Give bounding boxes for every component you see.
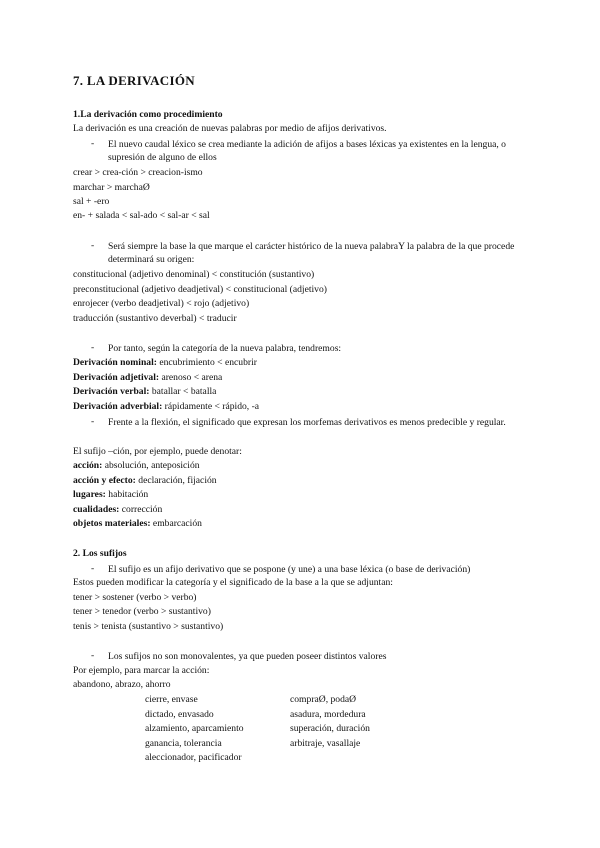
example-line: marchar > marchaØ	[73, 182, 150, 193]
meaning-label: acción y efecto:	[73, 475, 136, 486]
example-line: tenis > tenista (sustantivo > sustantivo)	[73, 621, 224, 632]
derivation-type-example: rápidamente < rápido, -a	[162, 401, 260, 412]
bullet-3: Por tanto, según la categoría de la nueva palabra, tendremos:	[108, 343, 342, 354]
bullet-dash: -	[91, 563, 95, 574]
example-intro: Por ejemplo, para marcar la acción:	[73, 665, 210, 676]
suffix-note: Estos pueden modificar la categoría y el significado de la base a la que se adjuntan:	[73, 577, 393, 588]
bullet-dash: -	[91, 650, 95, 661]
meaning-example: embarcación	[150, 518, 202, 529]
meaning-line	[73, 489, 148, 501]
example-col-2-item: asadura, mordedura	[290, 709, 366, 720]
page-title: 7. LA DERIVACIÓN	[73, 73, 195, 88]
example-line: preconstitucional (adjetivo deadjetival) < constitucional (adjetivo)	[73, 284, 327, 295]
example-line: crear > crea-ción > creacion-ismo	[73, 167, 203, 178]
meaning-example: absolución, anteposición	[102, 460, 200, 471]
example-col-2-item: arbitraje, vasallaje	[290, 738, 361, 749]
derivation-type	[73, 386, 216, 398]
meaning-line	[73, 518, 202, 530]
example-line: constitucional (adjetivo denominal) < constitución (sustantivo)	[73, 269, 315, 280]
meaning-line	[73, 504, 162, 516]
suffix-intro: El sufijo –ción, por ejemplo, puede denotar:	[73, 446, 242, 457]
derivation-type-label: Derivación verbal:	[73, 386, 150, 397]
example-line: traducción (sustantivo deverbal) < traducir	[73, 313, 237, 324]
example-line: tener > tenedor (verbo > sustantivo)	[73, 606, 211, 617]
bullet-5: El sufijo es un afijo derivativo que se pospone (y une) a una base léxica (o base de derivación)	[108, 564, 471, 575]
example-line: sal + -ero	[73, 196, 110, 207]
meaning-example: habitación	[105, 489, 149, 500]
meaning-line	[73, 475, 217, 487]
example-col-2-item: compraØ, podaØ	[290, 694, 357, 705]
section-1-title: 1.La derivación como procedimiento	[73, 109, 223, 120]
bullet-dash: -	[91, 342, 95, 353]
example-line: enrojecer (verbo deadjetival) < rojo (adjetivo)	[73, 298, 250, 309]
bullet-6: Los sufijos no son monovalentes, ya que pueden poseer distintos valores	[108, 651, 387, 662]
example-col-1-item: ganancia, tolerancia	[145, 738, 222, 749]
bullet-dash: -	[91, 138, 95, 149]
bullet-2: Será siempre la base la que marque el carácter histórico de la nueva palabraY la palabra de la que procede determinará su origen:	[108, 241, 515, 265]
bullet-dash: -	[91, 416, 95, 427]
derivation-type-example: encubrimiento < encubrir	[156, 357, 257, 368]
example-col-1-item: dictado, envasado	[145, 709, 214, 720]
derivation-type	[73, 357, 257, 369]
example-col-1-item: alzamiento, aparcamiento	[145, 723, 244, 734]
derivation-type-label: Derivación adjetival:	[73, 372, 160, 383]
example-col-2-item: superación, duración	[290, 723, 370, 734]
meaning-label: cualidades:	[73, 504, 120, 515]
meaning-example: declaración, fijación	[135, 475, 217, 486]
derivation-type-example: arenoso < arena	[159, 372, 223, 383]
bullet-1: El nuevo caudal léxico se crea mediante la adición de afijos a bases léxicas ya existentes en la lengua, o supresión de alguno de ellos	[108, 139, 506, 163]
example-line: tener > sostener (verbo > verbo)	[73, 592, 197, 603]
section-2-title: 2. Los sufijos	[73, 548, 127, 559]
meaning-label: lugares:	[73, 489, 106, 500]
meaning-example: corrección	[119, 504, 163, 515]
derivation-type-label: Derivación nominal:	[73, 357, 157, 368]
derivation-type	[73, 401, 259, 413]
example-col-1-item: cierre, envase	[145, 694, 198, 705]
example-line: en- + salada < sal-ado < sal-ar < sal	[73, 210, 210, 221]
bullet-dash: -	[91, 240, 95, 251]
derivation-type	[73, 372, 222, 384]
section-1-intro: La derivación es una creación de nuevas palabras por medio de afijos derivativos.	[73, 123, 387, 134]
meaning-label: objetos materiales:	[73, 518, 151, 529]
example-line: abandono, abrazo, ahorro	[73, 679, 171, 690]
meaning-line	[73, 460, 200, 472]
derivation-type-example: batallar < batalla	[149, 386, 217, 397]
meaning-label: acción:	[73, 460, 103, 471]
bullet-4: Frente a la flexión, el significado que expresan los morfemas derivativos es menos predecible y regular.	[108, 417, 506, 428]
derivation-type-label: Derivación adverbial:	[73, 401, 163, 412]
example-col-1-item: aleccionador, pacificador	[145, 752, 242, 763]
